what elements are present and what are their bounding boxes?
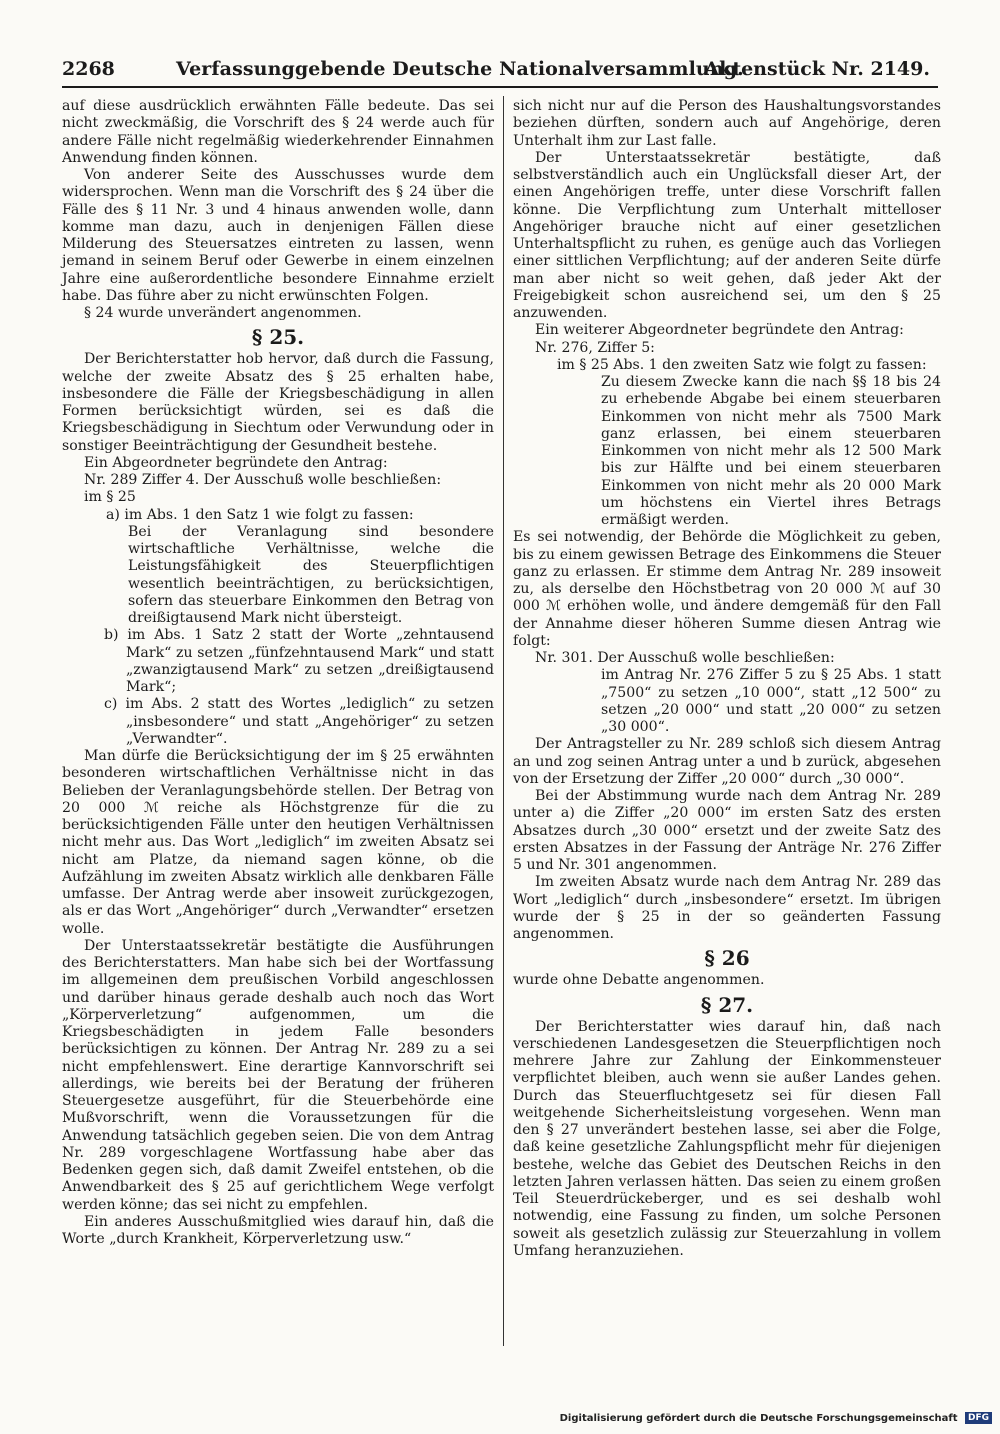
- running-title: Verfassunggebende Deutsche Nationalversammlung.: [176, 58, 744, 80]
- footer-text: Digitalisierung gefördert durch die Deutsche Forschungsgemeinschaft: [559, 1413, 958, 1424]
- paragraph: Von anderer Seite des Ausschusses wurde dem widersprochen. Wenn man die Vorschrift des § 24 über die Fälle des § 11 Nr. 3 und 4 hinaus anwenden wolle, dann komme man dazu, auch in denjenigen Fällen diese Milderung des Steuersatzes eintreten zu lassen, wenn jemand in seinem Beruf oder Gewerbe in einem einzelnen Jahre eine außerordentliche besondere Einnahme erzielt habe. Das führe aber zu nicht erwünschten Folgen.: [62, 167, 494, 304]
- paragraph: Ein Abgeordneter begründete den Antrag:: [84, 454, 388, 471]
- paragraph: Der Unterstaatssekretär bestätigte, daß selbstverständlich auch ein Unglücksfall dieser Art, der einen Angehörigen treffe, unter diese Vorschrift fallen könne. Die Verpflichtung zum Unterhalt mittelloser Angehöriger brauche nicht auf einer gesetzlichen Unterhaltspflicht zu ruhen, es genüge auch das Vorliegen einer sittlichen Verpflichtung; auf der anderen Seite dürfe man aber nicht so weit gehen, daß jeder Akt der Freigebigkeit schon ausreichend sei, um den § 25 anzuwenden.: [513, 149, 941, 321]
- paragraph: Der Antragsteller zu Nr. 289 schloß sich diesem Antrag an und zog seinen Antrag unter a und b zurück, abgesehen von der Ersetzung der Ziffer „20 000“ durch „30 000“.: [513, 736, 941, 787]
- header-rule: [62, 86, 938, 88]
- right-column: [513, 98, 941, 1260]
- paragraph: Der Unterstaatssekretär bestätigte die Ausführungen des Berichterstatters. Man habe sich bei der Wortfassung im allgemeinen dem preußischen Vorbild angeschlossen und darüber hinaus gerade deshalb auch noch das Wort „Körperverletzung“ aufgenommen, um die Kriegsbeschädigten in jedem Falle besonders berücksichtigen zu können. Der Antrag Nr. 289 zu a sei nicht empfehlenswert. Eine derartige Kannvorschrift sei allerdings, wie bereits bei der Beratung der früheren Steuergesetze ausgeführt, für die Steuerbehörde eine Mußvorschrift, wenn die Voraussetzungen für die Anwendung tatsächlich gegeben seien. Die von dem Antrag Nr. 289 vorgeschlagene Wortfassung habe aber das Bedenken gegen sich, daß damit Zweifel entstehen, ob die Anwendbarkeit des § 25 auf gerichtlichem Wege verfolgt werden könne; das sei nicht zu empfehlen.: [62, 937, 494, 1213]
- document-number: Aktenstück Nr. 2149.: [704, 58, 930, 80]
- footer-credit: [560, 1412, 992, 1424]
- paragraph: Ein anderes Ausschußmitglied wies darauf hin, daß die Worte „durch Krankheit, Körperverletzung usw.“: [62, 1213, 494, 1247]
- paragraph: Nr. 289 Ziffer 4. Der Ausschuß wolle beschließen:: [84, 472, 442, 488]
- page-header: [62, 52, 938, 86]
- paragraph: § 24 wurde unverändert angenommen.: [84, 305, 362, 321]
- paragraph: Der Berichterstatter wies darauf hin, daß nach verschiedenen Landesgesetzen die Steuerpflichtigen noch mehrere Jahre zur Zahlung der Einkommensteuer verpflichtet bleiben, auch wenn sie außer Landes gehen. Durch das Steuerfluchtgesetz sei für diesen Fall weitgehende Sicherheitsleistung vorgesehen. Wenn man den § 27 unverändert bestehen lasse, sei aber die Folge, daß keine gesetzliche Zahlungspflicht mehr für diejenigen bestehe, welche das Gebiet des Deutschen Reichs in den letzten Jahren verlassen hätten. Das seien zu einem großen Teil Steuerdrückeberger, und es sei deshalb wohl notwendig, eine Fassung zu finden, um solche Personen soweit als gesetzlich zulässig zur Steuerzahlung in vollem Umfang heranzuziehen.: [513, 1018, 941, 1259]
- paragraph: Nr. 276, Ziffer 5:: [535, 339, 655, 356]
- paragraph: Der Berichterstatter hob hervor, daß durch die Fassung, welche der zweite Absatz des § 25 erhalten habe, insbesondere die Fälle der Kriegsbeschädigung in allen Formen berücksichtigt würden, sei es daß die Kriegsbeschädigung in Siechtum oder Verwundung oder in sonstiger Beeinträchtigung der Gesundheit bestehe.: [62, 351, 494, 454]
- paragraph: Bei der Abstimmung wurde nach dem Antrag Nr. 289 unter a) die Ziffer „20 000“ im ersten Satz des ersten Absatzes durch „30 000“ ersetzt und der zweite Satz des ersten Absatzes in der Fassung der Anträge Nr. 276 Ziffer 5 und Nr. 301 angenommen.: [513, 788, 941, 873]
- paragraph: Im zweiten Absatz wurde nach dem Antrag Nr. 289 das Wort „lediglich“ durch „insbesondere“ ersetzt. Im übrigen wurde der § 25 in der so geänderten Fassung angenommen.: [513, 874, 941, 942]
- paragraph: im § 25 Abs. 1 den zweiten Satz wie folgt zu fassen:: [557, 356, 927, 373]
- dfg-logo: DFG: [965, 1412, 992, 1424]
- paragraph: im Antrag Nr. 276 Ziffer 5 zu § 25 Abs. 1 statt „7500“ zu setzen „10 000“, statt „12 500“ zu setzen „20 000“ und statt „20 000“ zu setzen „30 000“.: [601, 667, 941, 735]
- column-divider: [503, 96, 504, 1346]
- paragraph: Nr. 301. Der Ausschuß wolle beschließen:: [535, 650, 835, 666]
- section-heading: § 26: [704, 946, 750, 971]
- paragraph: a) im Abs. 1 den Satz 1 wie folgt zu fassen:: [106, 506, 414, 523]
- paragraph: Man dürfe die Berücksichtigung der im § 25 erwähnten besonderen wirtschaftlichen Verhältnisse nicht in das Belieben der Veranlagungsbehörde stellen. Der Betrag von 20 000 ℳ reiche als Höchstgrenze für die zu berücksichtigenden Fälle unter den heutigen Verhältnissen nicht mehr aus. Das Wort „lediglich“ im zweiten Absatz sei nicht am Platze, da niemand sagen könne, ob die Aufzählung im zweiten Absatz wirklich alle denkbaren Fälle umfasse. Der Antrag werde aber insoweit zurückgezogen, als er das Wort „Angehöriger“ durch „Verwandter“ ersetzen wolle.: [62, 748, 494, 937]
- section-heading: § 27.: [700, 992, 754, 1017]
- left-column: [62, 98, 494, 1248]
- paragraph: auf diese ausdrücklich erwähnten Fälle bedeute. Das sei nicht zweckmäßig, die Vorschrift des § 24 werde auch für andere Fälle nicht regelmäßig wiederkehrender Einnahmen Anwendung finden können.: [62, 98, 494, 166]
- page-number: 2268: [62, 58, 115, 80]
- paragraph: Zu diesem Zwecke kann die nach §§ 18 bis 24 zu erhebende Abgabe bei einem steuerbaren Einkommen von nicht mehr als 7500 Mark ganz erlassen, bei einem steuerbaren Einkommen von nicht mehr als 12 500 Mark bis zur Hälfte und bei einem steuerbaren Einkommen von nicht mehr als 20 000 Mark um höchstens ein Viertel ihres Betrags ermäßigt werden.: [601, 374, 941, 528]
- paragraph: Es sei notwendig, der Behörde die Möglichkeit zu geben, bis zu einem gewissen Betrage des Einkommens die Steuer ganz zu erlassen. Er stimme dem Antrag Nr. 289 insoweit zu, als derselbe den Höchstbetrag von 20 000 ℳ auf 30 000 ℳ erhöhen wolle, und ändere demgemäß für den Fall der Annahme dieser höheren Summe diesen Antrag wie folgt:: [513, 529, 941, 649]
- paragraph: c) im Abs. 2 statt des Wortes „lediglich“ zu setzen „insbesondere“ und statt „Angehöriger“ zu setzen „Verwandter“.: [104, 696, 494, 747]
- paragraph: Bei der Veranlagung sind besondere wirtschaftliche Verhältnisse, welche die Leistungsfähigkeit des Steuerpflichtigen wesentlich beeinträchtigen, zu berücksichtigen, sofern das steuerbare Einkommen den Betrag von dreißigtausend Mark nicht übersteigt.: [128, 523, 494, 626]
- paragraph: sich nicht nur auf die Person des Haushaltungsvorstandes beziehen dürften, sondern auch auf Angehörige, deren Unterhalt ihm zur Last falle.: [513, 98, 941, 149]
- section-heading: § 25.: [251, 325, 305, 350]
- paragraph: Ein weiterer Abgeordneter begründete den Antrag:: [535, 322, 904, 339]
- paragraph: b) im Abs. 1 Satz 2 statt der Worte „zehntausend Mark“ zu setzen „fünfzehntausend Mark“ und statt „zwanzigtausend Mark“ zu setzen „dreißigtausend Mark“;: [104, 627, 494, 695]
- paragraph: im § 25: [84, 489, 136, 506]
- paragraph: wurde ohne Debatte angenommen.: [513, 972, 765, 989]
